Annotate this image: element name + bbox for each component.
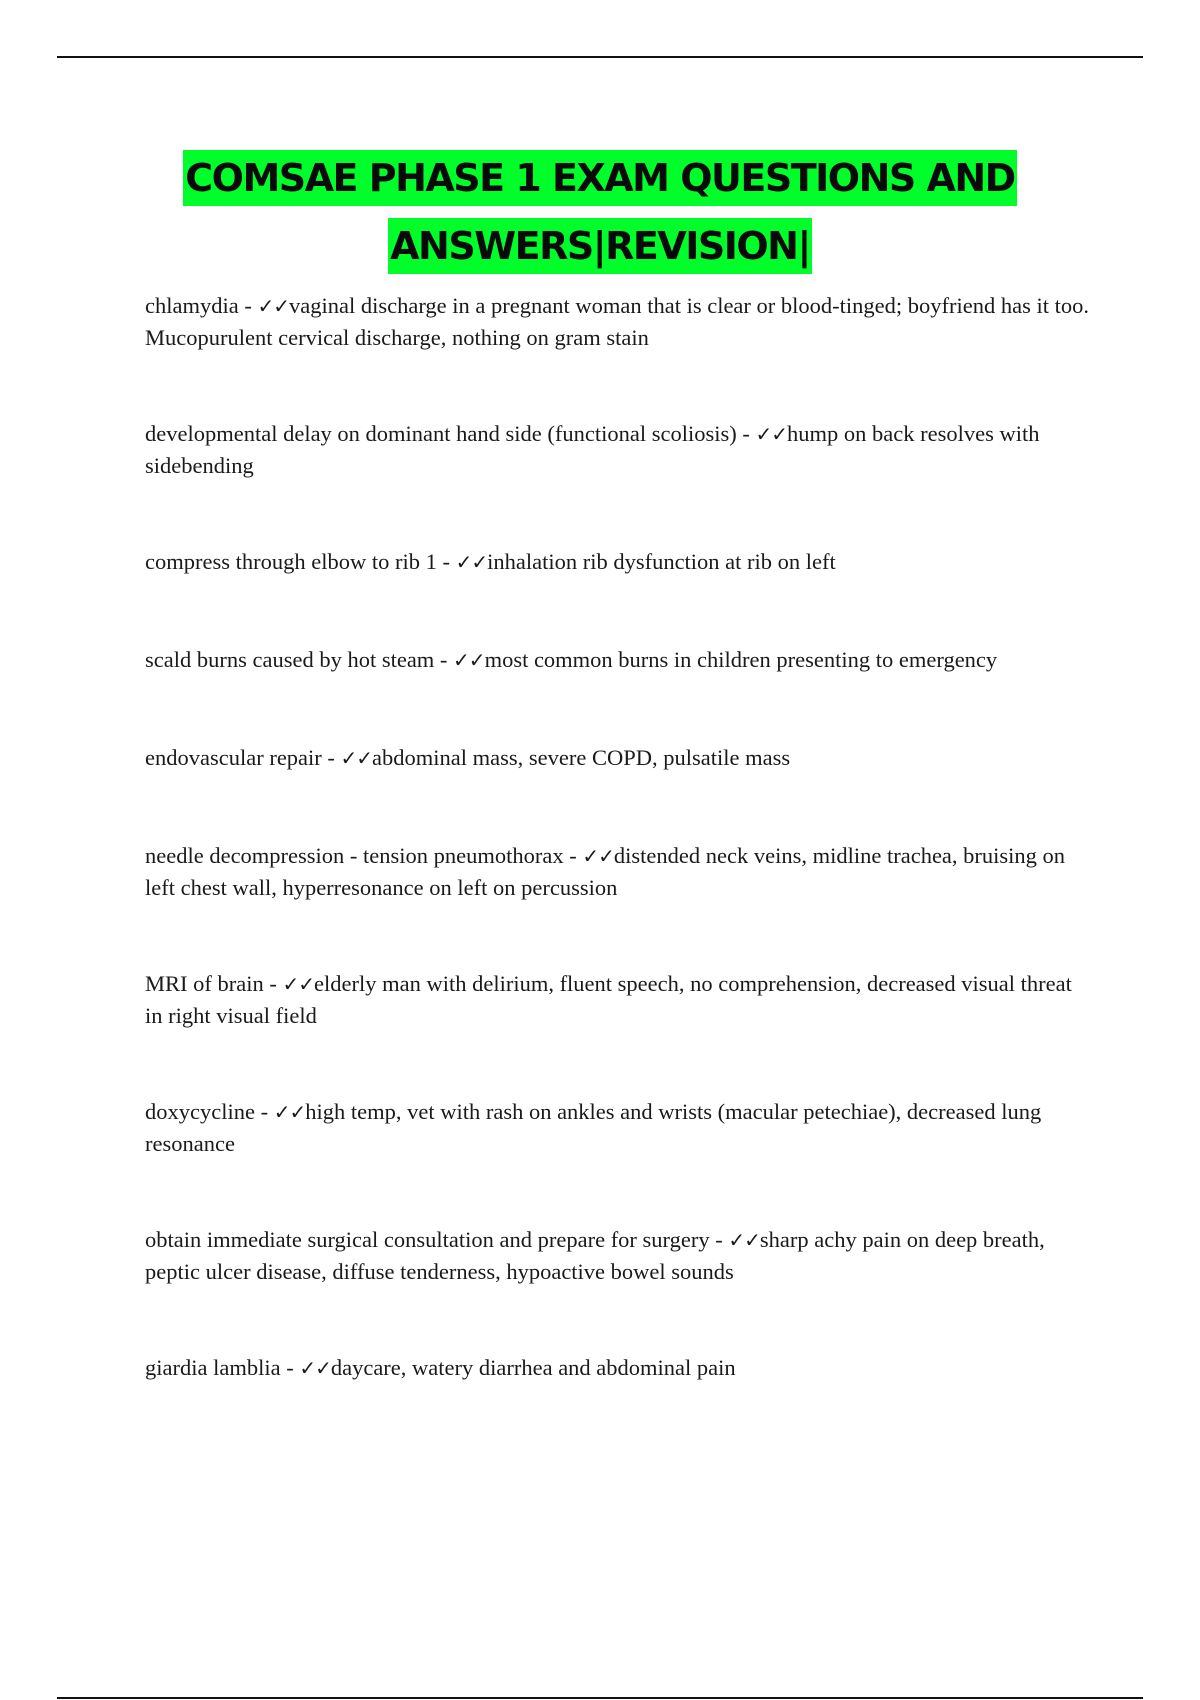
double-check-icon: ✓✓ bbox=[755, 422, 787, 446]
qa-item bbox=[145, 840, 1090, 903]
qa-answer: sharp achy pain on deep breath, peptic ulcer disease, diffuse tenderness, hypoactive bowel sounds bbox=[145, 1227, 1045, 1284]
qa-item bbox=[145, 644, 1090, 676]
qa-answer: distended neck veins, midline trachea, bruising on left chest wall, hyperresonance on left on percussion bbox=[145, 843, 1066, 900]
qa-term: needle decompression - tension pneumothorax - bbox=[145, 843, 583, 868]
qa-answer: hump on back resolves with sidebending bbox=[145, 421, 1040, 478]
qa-answer: elderly man with delirium, fluent speech, no comprehension, decreased visual threat in right visual field bbox=[145, 971, 1072, 1028]
qa-term: scald burns caused by hot steam - bbox=[145, 647, 454, 672]
qa-answer: vaginal discharge in a pregnant woman that is clear or blood-tinged; boyfriend has it too. Mucopurulent cervical discharge, nothing on gram stain bbox=[145, 293, 1089, 350]
double-check-icon: ✓✓ bbox=[728, 1228, 760, 1252]
qa-term: giardia lamblia - bbox=[145, 1355, 300, 1380]
qa-answer: most common burns in children presenting to emergency bbox=[484, 647, 998, 672]
bottom-rule bbox=[57, 1697, 1143, 1699]
double-check-icon: ✓✓ bbox=[340, 746, 373, 770]
qa-term: chlamydia - bbox=[145, 293, 258, 318]
double-check-icon: ✓✓ bbox=[257, 294, 289, 318]
qa-item bbox=[145, 546, 1090, 578]
document-title bbox=[57, 146, 1143, 282]
double-check-icon: ✓✓ bbox=[582, 844, 614, 868]
qa-item bbox=[145, 1352, 1090, 1384]
double-check-icon: ✓✓ bbox=[282, 972, 314, 996]
qa-list bbox=[145, 290, 1090, 1384]
title-line-1: COMSAE PHASE 1 EXAM QUESTIONS AND bbox=[183, 150, 1016, 206]
qa-term: compress through elbow to rib 1 - bbox=[145, 549, 456, 574]
qa-item bbox=[145, 290, 1090, 353]
qa-term: MRI of brain - bbox=[145, 971, 283, 996]
qa-answer: abdominal mass, severe COPD, pulsatile mass bbox=[372, 745, 791, 770]
top-rule bbox=[57, 56, 1143, 58]
qa-term: doxycycline - bbox=[145, 1099, 274, 1124]
qa-term: obtain immediate surgical consultation and prepare for surgery - bbox=[145, 1227, 729, 1252]
title-line-2: ANSWERS|REVISION| bbox=[388, 218, 812, 274]
qa-item bbox=[145, 1224, 1090, 1287]
double-check-icon: ✓✓ bbox=[273, 1100, 306, 1124]
qa-item bbox=[145, 742, 1090, 774]
double-check-icon: ✓✓ bbox=[453, 648, 485, 672]
qa-answer: daycare, watery diarrhea and abdominal pain bbox=[330, 1355, 736, 1380]
qa-item bbox=[145, 1096, 1090, 1159]
double-check-icon: ✓✓ bbox=[455, 550, 488, 574]
double-check-icon: ✓✓ bbox=[299, 1356, 331, 1380]
qa-item bbox=[145, 418, 1090, 481]
qa-answer: inhalation rib dysfunction at rib on left bbox=[487, 549, 836, 574]
qa-term: developmental delay on dominant hand side (functional scoliosis) - bbox=[145, 421, 756, 446]
qa-term: endovascular repair - bbox=[145, 745, 341, 770]
qa-item bbox=[145, 968, 1090, 1031]
qa-answer: high temp, vet with rash on ankles and wrists (macular petechiae), decreased lung resonance bbox=[145, 1099, 1042, 1156]
